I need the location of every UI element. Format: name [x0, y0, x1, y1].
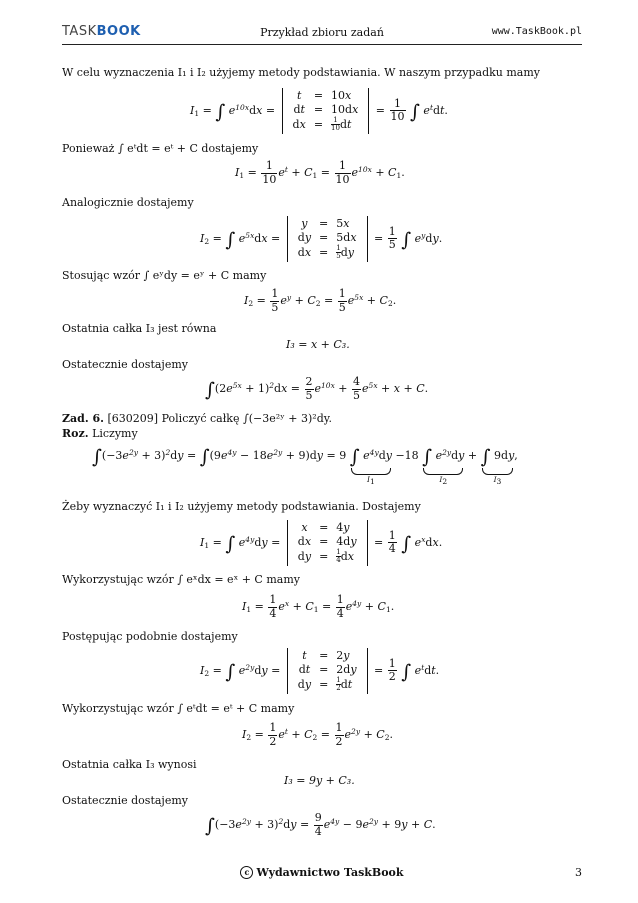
text-intro-substitution: W celu wyznaczenia I₁ i I₂ użyjemy metody podstawiania. W naszym przypadku mamy: [62, 66, 541, 79]
problem-label: Zad. 6.: [62, 412, 104, 425]
brace-I1: ∫ $e^{4y}dy$ $I_1$: [349, 446, 392, 486]
header-url: www.TaskBook.pl: [491, 26, 582, 37]
brace-I2: ∫ $e^{2y}dy$ $I_2$: [422, 446, 465, 486]
text-using-formula-y: Stosując wzór ∫ eʸdy = eʸ + C mamy: [62, 269, 267, 282]
header-rule: [62, 44, 582, 45]
text-finally: Ostatecznie dostajemy: [62, 358, 188, 371]
brace-I3: ∫ 9dy $I_3$: [480, 446, 515, 486]
solution-label: Roz.: [62, 427, 89, 440]
text-since-integral: Ponieważ ∫ eᵗdt = eᵗ + C dostajemy: [62, 142, 259, 155]
equation-I2y-result: $I_2$ = $\frac{1}{2}$ $e^t + C_2$ = $\frac{1}{2}$ $e^{2y} + C_2$.: [242, 721, 393, 748]
problem-text: Policzyć całkę ∫(−3e²ʸ + 3)²dy.: [161, 412, 332, 425]
solution-intro: [62, 427, 138, 440]
equation-I2y-substitution: $I_2$ = ∫ $e^{2y}dy$ = t = 2y dt = 2dy dy = $\frac{1}{2}$ dt = $\frac{1}{2}$ ∫ $e^tdt$.: [200, 649, 440, 693]
problem-id: [630209]: [107, 412, 159, 425]
text-last-integral-2: Ostatnia całka I₃ wynosi: [62, 758, 197, 771]
equation-I3-y: I₃ = 9y + C₃.: [284, 774, 355, 787]
text-using-formula-t: Wykorzystując wzór ∫ eᵗdt = eᵗ + C mamy: [62, 702, 295, 715]
text-last-integral: Ostatnia całka I₃ jest równa: [62, 322, 217, 335]
text-to-determine: Żeby wyznaczyć I₁ i I₂ użyjemy metody podstawiania. Dostajemy: [62, 500, 421, 513]
header-title: Przykład zbioru zadań: [260, 26, 384, 39]
logo-book-text: BOOK: [96, 24, 141, 39]
text-using-formula-x: Wykorzystując wzór ∫ eˣdx = eˣ + C mamy: [62, 573, 300, 586]
copyright-icon: c: [240, 866, 253, 879]
equation-final-x: $\int(2e^{5x} + 1)^2dx$ = $\frac{2}{5}$ $e^{10x}$ + $\frac{4}{5}$ $e^{5x} + x + C$.: [205, 375, 429, 402]
page-header: [62, 24, 582, 42]
logo-task-text: TASK: [62, 24, 97, 39]
problem-statement: [62, 412, 332, 425]
equation-I1-result: $I_1$ = $\frac{1}{10}$ $e^t + C_1$ = $\frac{1}{10}$ $e^{10x} + C_1$.: [235, 159, 405, 186]
text-analogously: Analogicznie dostajemy: [62, 196, 194, 209]
equation-I2-result: $I_2$ = $\frac{1}{5}$ $e^y + C_2$ = $\frac{1}{5}$ $e^{5x} + C_2$.: [244, 287, 397, 314]
equation-I3-x: I₃ = x + C₃.: [286, 338, 350, 351]
solution-text: Liczymy: [92, 427, 138, 440]
page-footer: [62, 866, 582, 882]
equation-I1y-result: $I_1$ = $\frac{1}{4}$ $e^x + C_1$ = $\frac{1}{4}$ $e^{4y} + C_1$.: [242, 593, 395, 620]
text-finally-2: Ostatecznie dostajemy: [62, 794, 188, 807]
publisher-name: Wydawnictwo TaskBook: [256, 866, 404, 879]
page-number: 3: [575, 866, 582, 879]
text-similarly: Postępując podobnie dostajemy: [62, 630, 238, 643]
equation-I1y-substitution: $I_1$ = ∫ $e^{4y}dy$ = x = 4y dx = 4dy dy = $\frac{1}{4}$ dx = $\frac{1}{4}$ ∫ $e^xdx$.: [200, 521, 443, 565]
equation-final-y: $\int(-3e^{2y} + 3)^2dy$ = $\frac{9}{4}$ $e^{4y} - 9e^{2y} + 9y + C$.: [205, 811, 436, 838]
equation-expansion: $\int(-3e^{2y} + 3)^2dy = \int(9e^{4y} - 18e^{2y} + 9)dy = 9$ ∫ $e^{4y}dy$ $I_1$ −18 ∫ $e^{2y}dy$ $I_2$ + ∫ 9dy $I_3$ ,: [92, 446, 518, 486]
equation-I2-substitution: $I_2$ = ∫ $e^{5x}dx$ = y = 5x dy = 5dx dx = $\frac{1}{5}$ dy = $\frac{1}{5}$ ∫ $e^ydy$.: [200, 217, 443, 261]
footer-publisher: [62, 866, 582, 879]
equation-I1-substitution: $I_1$ = ∫ $e^{10x}dx$ = t = 10x dt = 10dx dx = $\frac{1}{10}$ dt = $\frac{1}{10}$ ∫ $e^tdt$.: [190, 89, 448, 133]
